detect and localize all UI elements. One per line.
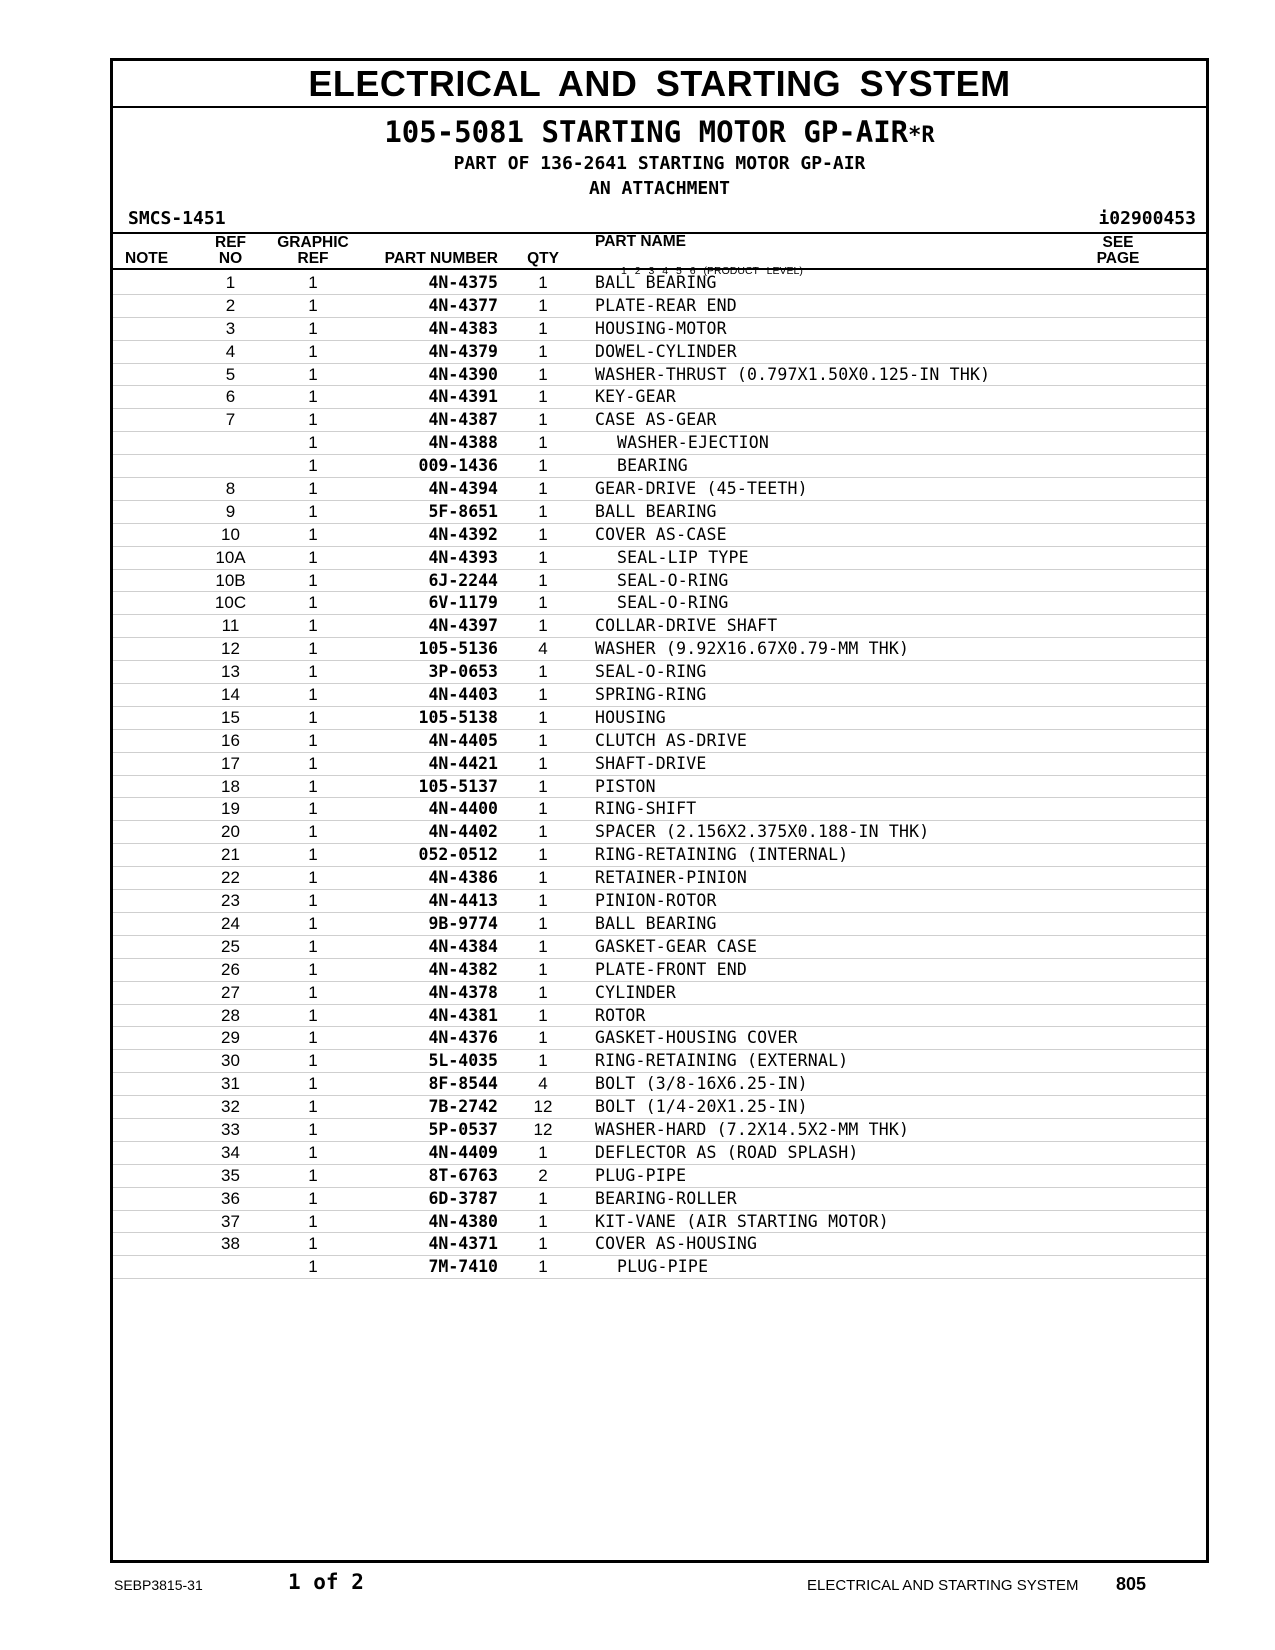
col-see-page-line2: PAGE bbox=[1096, 250, 1140, 267]
ref-no-cell: 17 bbox=[221, 753, 240, 773]
graphic-ref-cell: 1 bbox=[308, 891, 318, 911]
ref-no-cell: 27 bbox=[221, 982, 240, 1002]
ref-no-cell: 13 bbox=[221, 662, 240, 682]
part-number-cell: 4N-4409 bbox=[428, 1142, 498, 1162]
graphic-ref-cell: 1 bbox=[308, 1234, 318, 1254]
ref-no-cell: 32 bbox=[221, 1097, 240, 1117]
graphic-ref-cell: 1 bbox=[308, 662, 318, 682]
group-title-suffix: *R bbox=[908, 123, 935, 148]
graphic-ref-cell: 1 bbox=[308, 1188, 318, 1208]
part-number-cell: 6D-3787 bbox=[428, 1188, 498, 1208]
table-row bbox=[113, 753, 1206, 776]
col-part-name: PART NAME bbox=[595, 233, 686, 250]
ref-no-cell: 29 bbox=[221, 1028, 240, 1048]
graphic-ref-cell: 1 bbox=[308, 364, 318, 384]
graphic-ref-cell: 1 bbox=[308, 1257, 318, 1277]
part-name-cell: COVER AS-HOUSING bbox=[595, 1234, 758, 1254]
part-name-cell: DOWEL-CYLINDER bbox=[595, 341, 737, 361]
part-name-cell: HOUSING bbox=[595, 707, 666, 727]
part-name-cell: WASHER-THRUST (0.797X1.50X0.125-IN THK) bbox=[595, 364, 991, 384]
ref-no-cell: 20 bbox=[221, 822, 240, 842]
table-row bbox=[113, 272, 1206, 295]
part-number-cell: 4N-4388 bbox=[428, 433, 498, 453]
ref-no-cell: 38 bbox=[221, 1234, 240, 1254]
part-number-cell: 9B-9774 bbox=[428, 913, 498, 933]
qty-cell: 4 bbox=[538, 639, 548, 659]
qty-cell: 1 bbox=[538, 570, 548, 590]
qty-cell: 1 bbox=[538, 387, 548, 407]
qty-cell: 1 bbox=[538, 501, 548, 521]
table-row bbox=[113, 1233, 1206, 1256]
part-name-cell: SEAL-O-RING bbox=[595, 662, 707, 682]
part-number-cell: 6V-1179 bbox=[428, 593, 498, 613]
ref-no-cell: 35 bbox=[221, 1165, 240, 1185]
table-row bbox=[113, 1050, 1206, 1073]
part-number-cell: 009-1436 bbox=[418, 456, 498, 476]
part-number-cell: 3P-0653 bbox=[428, 662, 498, 682]
ref-no-cell: 16 bbox=[221, 730, 240, 750]
part-name-cell: KEY-GEAR bbox=[595, 387, 677, 407]
part-number-cell: 8T-6763 bbox=[428, 1165, 498, 1185]
table-row bbox=[113, 1165, 1206, 1188]
part-name-cell: DEFLECTOR AS (ROAD SPLASH) bbox=[595, 1142, 859, 1162]
table-row bbox=[113, 615, 1206, 638]
graphic-ref-cell: 1 bbox=[308, 1165, 318, 1185]
part-name-cell: PLUG-PIPE bbox=[595, 1165, 687, 1185]
part-name-cell: PLATE-REAR END bbox=[595, 295, 737, 315]
table-row bbox=[113, 982, 1206, 1005]
part-name-cell: BOLT (1/4-20X1.25-IN) bbox=[595, 1097, 808, 1117]
part-name-cell: SHAFT-DRIVE bbox=[595, 753, 707, 773]
table-row bbox=[113, 455, 1206, 478]
table-row bbox=[113, 684, 1206, 707]
part-name-cell: WASHER-HARD (7.2X14.5X2-MM THK) bbox=[595, 1119, 910, 1139]
ref-no-cell: 8 bbox=[225, 479, 236, 499]
qty-cell: 1 bbox=[538, 822, 548, 842]
ref-no-cell: 15 bbox=[221, 707, 240, 727]
part-number-cell: 6J-2244 bbox=[428, 570, 498, 590]
part-number-cell: 4N-4382 bbox=[428, 959, 498, 979]
qty-cell: 1 bbox=[538, 1028, 548, 1048]
table-row bbox=[113, 890, 1206, 913]
qty-cell: 1 bbox=[538, 959, 548, 979]
ref-no-cell: 21 bbox=[221, 845, 240, 865]
table-row bbox=[113, 776, 1206, 799]
ref-no-cell: 31 bbox=[221, 1074, 240, 1094]
col-see-page-line1: SEE bbox=[1102, 234, 1134, 251]
part-number-cell: 4N-4384 bbox=[428, 936, 498, 956]
graphic-ref-cell: 1 bbox=[308, 936, 318, 956]
qty-cell: 1 bbox=[538, 776, 548, 796]
footer-doc-number: SEBP3815-31 bbox=[114, 1577, 203, 1593]
ref-no-cell: 18 bbox=[221, 776, 240, 796]
table-row bbox=[113, 959, 1206, 982]
part-number-cell: 4N-4390 bbox=[428, 364, 498, 384]
part-number-cell: 4N-4393 bbox=[428, 547, 498, 567]
attachment-subtitle: AN ATTACHMENT bbox=[589, 178, 730, 199]
graphic-ref-cell: 1 bbox=[308, 707, 318, 727]
qty-cell: 1 bbox=[538, 1188, 548, 1208]
graphic-ref-cell: 1 bbox=[308, 776, 318, 796]
ref-no-cell: 5 bbox=[225, 364, 236, 384]
graphic-ref-cell: 1 bbox=[308, 822, 318, 842]
part-name-cell: GEAR-DRIVE (45-TEETH) bbox=[595, 479, 808, 499]
part-number-cell: 4N-4400 bbox=[428, 799, 498, 819]
graphic-ref-cell: 1 bbox=[308, 616, 318, 636]
ref-no-cell: 33 bbox=[221, 1119, 240, 1139]
part-number-cell: 4N-4387 bbox=[428, 410, 498, 430]
part-name-cell: RING-RETAINING (EXTERNAL) bbox=[595, 1051, 849, 1071]
ref-no-cell: 22 bbox=[221, 868, 240, 888]
qty-cell: 1 bbox=[538, 1142, 548, 1162]
part-name-cell: CASE AS-GEAR bbox=[595, 410, 717, 430]
ref-no-cell: 4 bbox=[225, 341, 236, 361]
qty-cell: 1 bbox=[538, 982, 548, 1002]
ref-no-cell: 3 bbox=[225, 318, 236, 338]
table-row bbox=[113, 707, 1206, 730]
part-number-cell: 4N-4392 bbox=[428, 524, 498, 544]
graphic-ref-cell: 1 bbox=[308, 273, 318, 292]
ref-no-cell: 10A bbox=[215, 547, 246, 567]
graphic-ref-cell: 1 bbox=[308, 501, 318, 521]
part-of-line: PART OF 136-2641 STARTING MOTOR GP-AIR bbox=[453, 153, 866, 174]
ref-no-cell: 2 bbox=[225, 295, 236, 315]
graphic-ref-cell: 1 bbox=[308, 913, 318, 933]
table-row bbox=[113, 1096, 1206, 1119]
table-row bbox=[113, 1005, 1206, 1028]
col-qty: QTY bbox=[527, 250, 559, 267]
part-name-cell: SPRING-RING bbox=[595, 685, 707, 705]
header-bottom-rule bbox=[113, 268, 1206, 270]
qty-cell: 1 bbox=[538, 707, 548, 727]
part-name-cell: RETAINER-PINION bbox=[595, 868, 748, 888]
part-number-cell: 4N-4371 bbox=[428, 1234, 498, 1254]
qty-cell: 1 bbox=[538, 616, 548, 636]
qty-cell: 1 bbox=[538, 318, 548, 338]
part-number-cell: 4N-4413 bbox=[428, 891, 498, 911]
part-number-cell: 4N-4383 bbox=[428, 318, 498, 338]
part-name-cell: GASKET-HOUSING COVER bbox=[595, 1028, 798, 1048]
part-name-cell: RING-RETAINING (INTERNAL) bbox=[595, 845, 849, 865]
part-name-cell: ROTOR bbox=[595, 1005, 646, 1025]
part-number-cell: 4N-4421 bbox=[428, 753, 498, 773]
part-name-cell: BOLT (3/8-16X6.25-IN) bbox=[595, 1074, 808, 1094]
graphic-ref-cell: 1 bbox=[308, 479, 318, 499]
table-row bbox=[113, 592, 1206, 615]
graphic-ref-cell: 1 bbox=[308, 1074, 318, 1094]
graphic-ref-cell: 1 bbox=[308, 433, 318, 453]
part-name-cell: PLUG-PIPE bbox=[617, 1257, 709, 1277]
table-row bbox=[113, 364, 1206, 387]
qty-cell: 1 bbox=[538, 295, 548, 315]
table-row bbox=[113, 1256, 1206, 1279]
graphic-ref-cell: 1 bbox=[308, 1005, 318, 1025]
part-name-cell: SEAL-LIP TYPE bbox=[617, 547, 749, 567]
part-number-cell: 7M-7410 bbox=[428, 1257, 498, 1277]
part-name-cell: SPACER (2.156X2.375X0.188-IN THK) bbox=[595, 822, 930, 842]
table-row bbox=[113, 409, 1206, 432]
graphic-ref-cell: 1 bbox=[308, 1142, 318, 1162]
part-number-cell: 8F-8544 bbox=[428, 1074, 498, 1094]
part-number-cell: 4N-4397 bbox=[428, 616, 498, 636]
ref-no-cell: 30 bbox=[221, 1051, 240, 1071]
ref-no-cell: 34 bbox=[221, 1142, 240, 1162]
col-ref-no-line2: NO bbox=[218, 250, 243, 267]
qty-cell: 4 bbox=[538, 1074, 548, 1094]
qty-cell: 2 bbox=[538, 1165, 548, 1185]
part-name-cell: COLLAR-DRIVE SHAFT bbox=[595, 616, 778, 636]
graphic-ref-cell: 1 bbox=[308, 845, 318, 865]
graphic-ref-cell: 1 bbox=[308, 410, 318, 430]
part-number-cell: 4N-4377 bbox=[428, 295, 498, 315]
graphic-ref-cell: 1 bbox=[308, 639, 318, 659]
graphic-ref-cell: 1 bbox=[308, 295, 318, 315]
table-row bbox=[113, 1211, 1206, 1234]
graphic-ref-cell: 1 bbox=[308, 982, 318, 1002]
qty-cell: 1 bbox=[538, 891, 548, 911]
part-number-cell: 5P-0537 bbox=[428, 1119, 498, 1139]
part-number-cell: 4N-4386 bbox=[428, 868, 498, 888]
part-number-cell: 4N-4403 bbox=[428, 685, 498, 705]
table-row bbox=[113, 547, 1206, 570]
document-id: i02900453 bbox=[1098, 208, 1196, 229]
qty-cell: 1 bbox=[538, 273, 548, 292]
part-name-cell: GASKET-GEAR CASE bbox=[595, 936, 758, 956]
qty-cell: 1 bbox=[538, 593, 548, 613]
qty-cell: 1 bbox=[538, 845, 548, 865]
table-row bbox=[113, 432, 1206, 455]
table-row bbox=[113, 798, 1206, 821]
part-name-cell: KIT-VANE (AIR STARTING MOTOR) bbox=[595, 1211, 889, 1231]
table-row bbox=[113, 295, 1206, 318]
footer-section: ELECTRICAL AND STARTING SYSTEM bbox=[807, 1577, 1079, 1594]
table-row bbox=[113, 821, 1206, 844]
graphic-ref-cell: 1 bbox=[308, 799, 318, 819]
qty-cell: 1 bbox=[538, 547, 548, 567]
ref-no-cell: 6 bbox=[225, 387, 236, 407]
part-name-cell: RING-SHIFT bbox=[595, 799, 697, 819]
graphic-ref-cell: 1 bbox=[308, 959, 318, 979]
part-name-cell: BALL BEARING bbox=[595, 501, 717, 521]
footer-page-number: 805 bbox=[1116, 1574, 1147, 1594]
graphic-ref-cell: 1 bbox=[308, 318, 318, 338]
qty-cell: 1 bbox=[538, 1211, 548, 1231]
ref-no-cell: 28 bbox=[221, 1005, 240, 1025]
part-name-cell: SEAL-O-RING bbox=[617, 570, 729, 590]
ref-no-cell: 10 bbox=[221, 524, 240, 544]
qty-cell: 1 bbox=[538, 433, 548, 453]
section-title: ELECTRICAL AND STARTING SYSTEM bbox=[113, 61, 1206, 108]
part-number-cell: 4N-4375 bbox=[428, 273, 498, 292]
part-number-cell: 4N-4381 bbox=[428, 1005, 498, 1025]
graphic-ref-cell: 1 bbox=[308, 341, 318, 361]
table-row bbox=[113, 936, 1206, 959]
col-graphic-ref-line1: GRAPHIC bbox=[277, 234, 349, 251]
qty-cell: 12 bbox=[533, 1097, 553, 1117]
ref-no-cell: 7 bbox=[225, 410, 236, 430]
graphic-ref-cell: 1 bbox=[308, 1028, 318, 1048]
qty-cell: 1 bbox=[538, 1005, 548, 1025]
qty-cell: 1 bbox=[538, 479, 548, 499]
table-row bbox=[113, 1073, 1206, 1096]
table-row bbox=[113, 501, 1206, 524]
part-name-cell: BEARING bbox=[617, 456, 688, 476]
col-graphic-ref-line2: REF bbox=[297, 250, 329, 267]
qty-cell: 1 bbox=[538, 913, 548, 933]
graphic-ref-cell: 1 bbox=[308, 456, 318, 476]
page-footer bbox=[0, 1563, 1275, 1603]
table-row bbox=[113, 478, 1206, 501]
part-number-cell: 4N-4376 bbox=[428, 1028, 498, 1048]
table-row bbox=[113, 638, 1206, 661]
graphic-ref-cell: 1 bbox=[308, 387, 318, 407]
graphic-ref-cell: 1 bbox=[308, 730, 318, 750]
part-name-cell: PISTON bbox=[595, 776, 656, 796]
part-name-cell: CLUTCH AS-DRIVE bbox=[595, 730, 748, 750]
part-number-cell: 4N-4379 bbox=[428, 341, 498, 361]
col-note: NOTE bbox=[125, 250, 169, 267]
smcs-code: SMCS-1451 bbox=[128, 208, 226, 229]
part-number-cell: 4N-4402 bbox=[428, 822, 498, 842]
part-number-cell: 4N-4391 bbox=[428, 387, 498, 407]
table-row bbox=[113, 386, 1206, 409]
col-part-number: PART NUMBER bbox=[384, 250, 498, 267]
part-number-cell: 5L-4035 bbox=[428, 1051, 498, 1071]
part-number-cell: 052-0512 bbox=[418, 845, 498, 865]
parts-table bbox=[113, 272, 1206, 1279]
graphic-ref-cell: 1 bbox=[308, 547, 318, 567]
part-name-cell: BEARING-ROLLER bbox=[595, 1188, 737, 1208]
table-row bbox=[113, 867, 1206, 890]
graphic-ref-cell: 1 bbox=[308, 1097, 318, 1117]
qty-cell: 1 bbox=[538, 753, 548, 773]
graphic-ref-cell: 1 bbox=[308, 685, 318, 705]
ref-no-cell: 14 bbox=[221, 685, 240, 705]
part-name-cell: WASHER (9.92X16.67X0.79-MM THK) bbox=[595, 639, 910, 659]
qty-cell: 1 bbox=[538, 662, 548, 682]
qty-cell: 1 bbox=[538, 1257, 548, 1277]
qty-cell: 1 bbox=[538, 341, 548, 361]
part-number-cell: 4N-4380 bbox=[428, 1211, 498, 1231]
table-row bbox=[113, 1142, 1206, 1165]
qty-cell: 1 bbox=[538, 730, 548, 750]
part-name-cell: PINION-ROTOR bbox=[595, 891, 717, 911]
qty-cell: 1 bbox=[538, 1234, 548, 1254]
part-name-cell: BALL BEARING bbox=[595, 273, 717, 292]
table-row bbox=[113, 341, 1206, 364]
ref-no-cell: 19 bbox=[221, 799, 240, 819]
part-number-cell: 105-5136 bbox=[418, 639, 498, 659]
footer-page-of: 1 of 2 bbox=[288, 1570, 364, 1594]
ref-no-cell: 26 bbox=[221, 959, 240, 979]
part-number-cell: 105-5137 bbox=[418, 776, 498, 796]
graphic-ref-cell: 1 bbox=[308, 868, 318, 888]
ref-no-cell: 10C bbox=[214, 593, 247, 613]
part-name-cell: HOUSING-MOTOR bbox=[595, 318, 727, 338]
graphic-ref-cell: 1 bbox=[308, 524, 318, 544]
group-title-text: 105-5081 STARTING MOTOR GP-AIR bbox=[384, 115, 909, 149]
part-name-cell: PLATE-FRONT END bbox=[595, 959, 748, 979]
group-title bbox=[113, 115, 1206, 153]
qty-cell: 1 bbox=[538, 1051, 548, 1071]
qty-cell: 1 bbox=[538, 685, 548, 705]
table-row bbox=[113, 661, 1206, 684]
ref-no-cell: 23 bbox=[221, 891, 240, 911]
ref-no-cell: 1 bbox=[225, 273, 236, 292]
table-row bbox=[113, 318, 1206, 341]
part-number-cell: 105-5138 bbox=[418, 707, 498, 727]
ref-no-cell: 37 bbox=[221, 1211, 240, 1231]
graphic-ref-cell: 1 bbox=[308, 593, 318, 613]
graphic-ref-cell: 1 bbox=[308, 1051, 318, 1071]
part-name-cell: CYLINDER bbox=[595, 982, 677, 1002]
part-number-cell: 7B-2742 bbox=[428, 1097, 498, 1117]
graphic-ref-cell: 1 bbox=[308, 753, 318, 773]
table-row bbox=[113, 1119, 1206, 1142]
table-row bbox=[113, 844, 1206, 867]
ref-no-cell: 24 bbox=[221, 913, 240, 933]
qty-cell: 1 bbox=[538, 364, 548, 384]
graphic-ref-cell: 1 bbox=[308, 570, 318, 590]
part-number-cell: 4N-4394 bbox=[428, 479, 498, 499]
ref-no-cell: 10B bbox=[215, 570, 246, 590]
part-name-cell: BALL BEARING bbox=[595, 913, 717, 933]
part-number-cell: 4N-4378 bbox=[428, 982, 498, 1002]
qty-cell: 1 bbox=[538, 868, 548, 888]
part-name-cell: COVER AS-CASE bbox=[595, 524, 727, 544]
qty-cell: 1 bbox=[538, 410, 548, 430]
part-number-cell: 4N-4405 bbox=[428, 730, 498, 750]
table-row bbox=[113, 913, 1206, 936]
ref-no-cell: 36 bbox=[221, 1188, 240, 1208]
qty-cell: 1 bbox=[538, 456, 548, 476]
qty-cell: 12 bbox=[533, 1119, 553, 1139]
table-row bbox=[113, 570, 1206, 593]
ref-no-cell: 25 bbox=[221, 936, 240, 956]
table-row bbox=[113, 1027, 1206, 1050]
qty-cell: 1 bbox=[538, 936, 548, 956]
ref-no-cell: 11 bbox=[221, 616, 240, 636]
ref-no-cell: 12 bbox=[221, 639, 240, 659]
part-name-cell: WASHER-EJECTION bbox=[617, 433, 770, 453]
table-row bbox=[113, 1188, 1206, 1211]
part-number-cell: 5F-8651 bbox=[428, 501, 498, 521]
ref-no-cell: 9 bbox=[225, 501, 236, 521]
col-ref-no-line1: REF bbox=[215, 234, 246, 251]
graphic-ref-cell: 1 bbox=[308, 1119, 318, 1139]
table-row bbox=[113, 524, 1206, 547]
graphic-ref-cell: 1 bbox=[308, 1211, 318, 1231]
part-name-cell: SEAL-O-RING bbox=[617, 593, 729, 613]
qty-cell: 1 bbox=[538, 524, 548, 544]
table-row bbox=[113, 730, 1206, 753]
col-product-level: 1 2 3 4 5 6 (PRODUCT LEVEL) bbox=[621, 265, 803, 277]
qty-cell: 1 bbox=[538, 799, 548, 819]
page-frame bbox=[110, 58, 1209, 1563]
